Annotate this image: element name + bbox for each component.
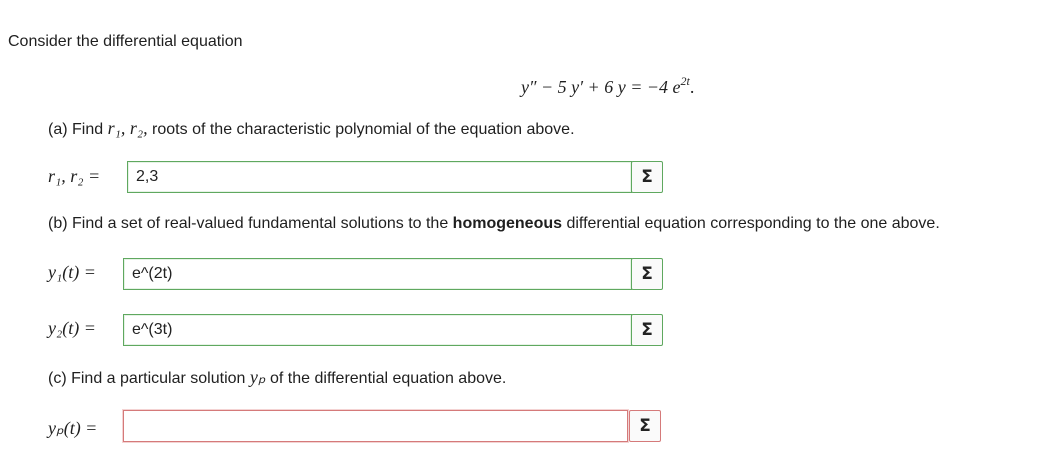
roots-sigma-button[interactable]: Σ	[631, 161, 663, 193]
y2-label: y₂(t) =	[48, 318, 96, 338]
part-a-suffix: roots of the characteristic polynomial of the equation above.	[147, 121, 575, 138]
roots-input[interactable]: 2,3	[127, 161, 632, 193]
intro-text: Consider the differential equation	[8, 33, 243, 50]
part-c-prompt	[48, 367, 506, 389]
y2-input[interactable]: e^(3t)	[123, 314, 632, 346]
part-c-prefix: (c) Find a particular solution	[48, 370, 250, 387]
y1-input[interactable]: e^(2t)	[123, 258, 632, 290]
part-c-var: yₚ	[249, 367, 266, 387]
roots-label: r₁, r₂ =	[48, 166, 101, 186]
yp-input[interactable]	[123, 410, 628, 442]
part-b-bold: homogeneous	[452, 215, 563, 232]
equation-period: .	[689, 77, 695, 97]
y1-label: y₁(t) =	[48, 262, 96, 282]
part-c-suffix: of the differential equation above.	[265, 370, 507, 387]
differential-equation	[521, 74, 694, 98]
part-b-suffix: differential equation corresponding to the one above.	[562, 215, 940, 232]
y1-sigma-button[interactable]: Σ	[631, 258, 663, 290]
equation-lhs: y″ − 5 y′ + 6 y = −4 e	[521, 77, 681, 97]
y2-sigma-button[interactable]: Σ	[631, 314, 663, 346]
yp-sigma-button[interactable]: Σ	[629, 410, 661, 442]
part-a-prompt	[48, 118, 575, 140]
part-b-prompt	[48, 214, 940, 234]
part-a-vars: r₁, r₂,	[107, 118, 148, 138]
part-a-prefix: (a) Find	[48, 121, 108, 138]
part-b-prefix: (b) Find a set of real-valued fundamental solutions to the	[48, 215, 453, 232]
yp-label: yₚ(t) =	[48, 418, 98, 438]
equation-exponent: 2t	[680, 74, 690, 88]
